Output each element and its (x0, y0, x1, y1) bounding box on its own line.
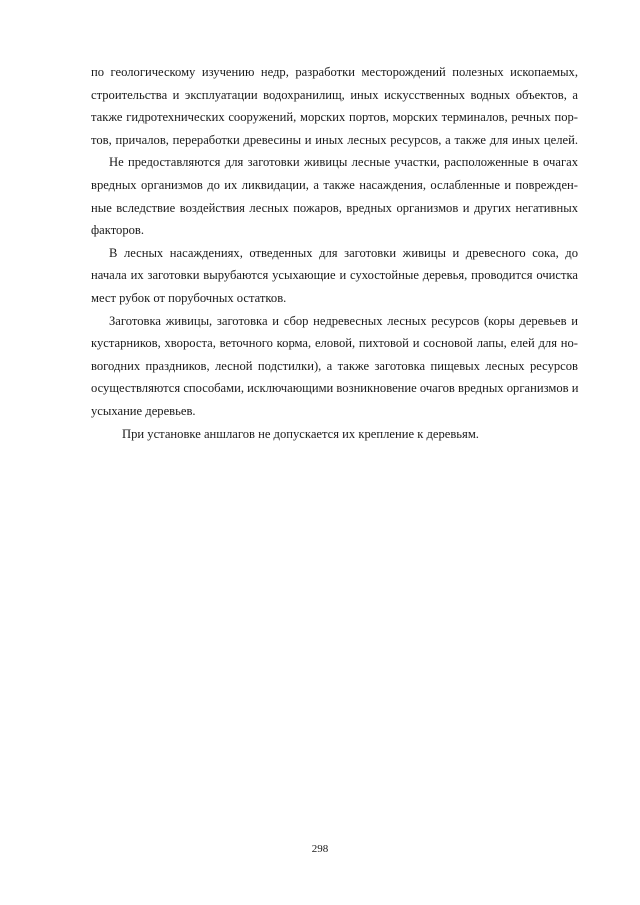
paragraph-4-line-4: осуществляются способами, исключающими возникновение очагов вредных организмов и (91, 381, 579, 396)
paragraph-3-line-1: В лесных насаждениях, отведенных для заготовки живицы и древесного сока, до (109, 245, 578, 260)
paragraph-1-line-1: по геологическому изучению недр, разработки месторождений полезных ископаемых, (91, 65, 578, 79)
paragraph-2-line-1: Не предоставляются для заготовки живицы лесные участки, расположенные в очагах (109, 155, 578, 170)
paragraph-1-line-2: строительства и эксплуатации водохранилищ, иных искусственных водных объектов, а (91, 87, 578, 102)
paragraph-4-line-5: усыхание деревьев. (91, 403, 196, 418)
page-number: 298 (311, 843, 329, 855)
paragraph-4-line-2: кустарников, хвороста, веточного корма, еловой, пихтовой и сосновой лапы, елей для но- (91, 336, 578, 351)
paragraph-1-line-4: тов, причалов, переработки древесины и иных лесных ресурсов, а также для иных целей. (91, 132, 578, 147)
body-text (91, 61, 578, 445)
paragraph-4-line-1: Заготовка живицы, заготовка и сбор недревесных лесных ресурсов (коры деревьев и (109, 313, 578, 328)
paragraph-3-line-3: мест рубок от порубочных остатков. (91, 290, 287, 305)
paragraph-3-line-2: начала их заготовки вырубаются усыхающие и сухостойные деревья, проводится очистка (91, 268, 578, 283)
paragraph-4-line-3: вогодних праздников, лесной подстилки), а также заготовка пищевых лесных ресурсов (91, 358, 578, 373)
paragraph-2-line-4: факторов. (91, 223, 145, 238)
paragraph-2-line-2: вредных организмов до их ликвидации, а также насаждения, ослабленные и поврежден- (91, 177, 578, 192)
paragraph-2-line-3: ные вследствие воздействия лесных пожаров, вредных организмов и других негативных (91, 200, 578, 215)
paragraph-5-line-1: При установке аншлагов не допускается их крепление к деревьям. (122, 426, 479, 441)
paragraph-1-line-3: также гидротехнических сооружений, морских портов, морских терминалов, речных пор- (91, 110, 578, 125)
